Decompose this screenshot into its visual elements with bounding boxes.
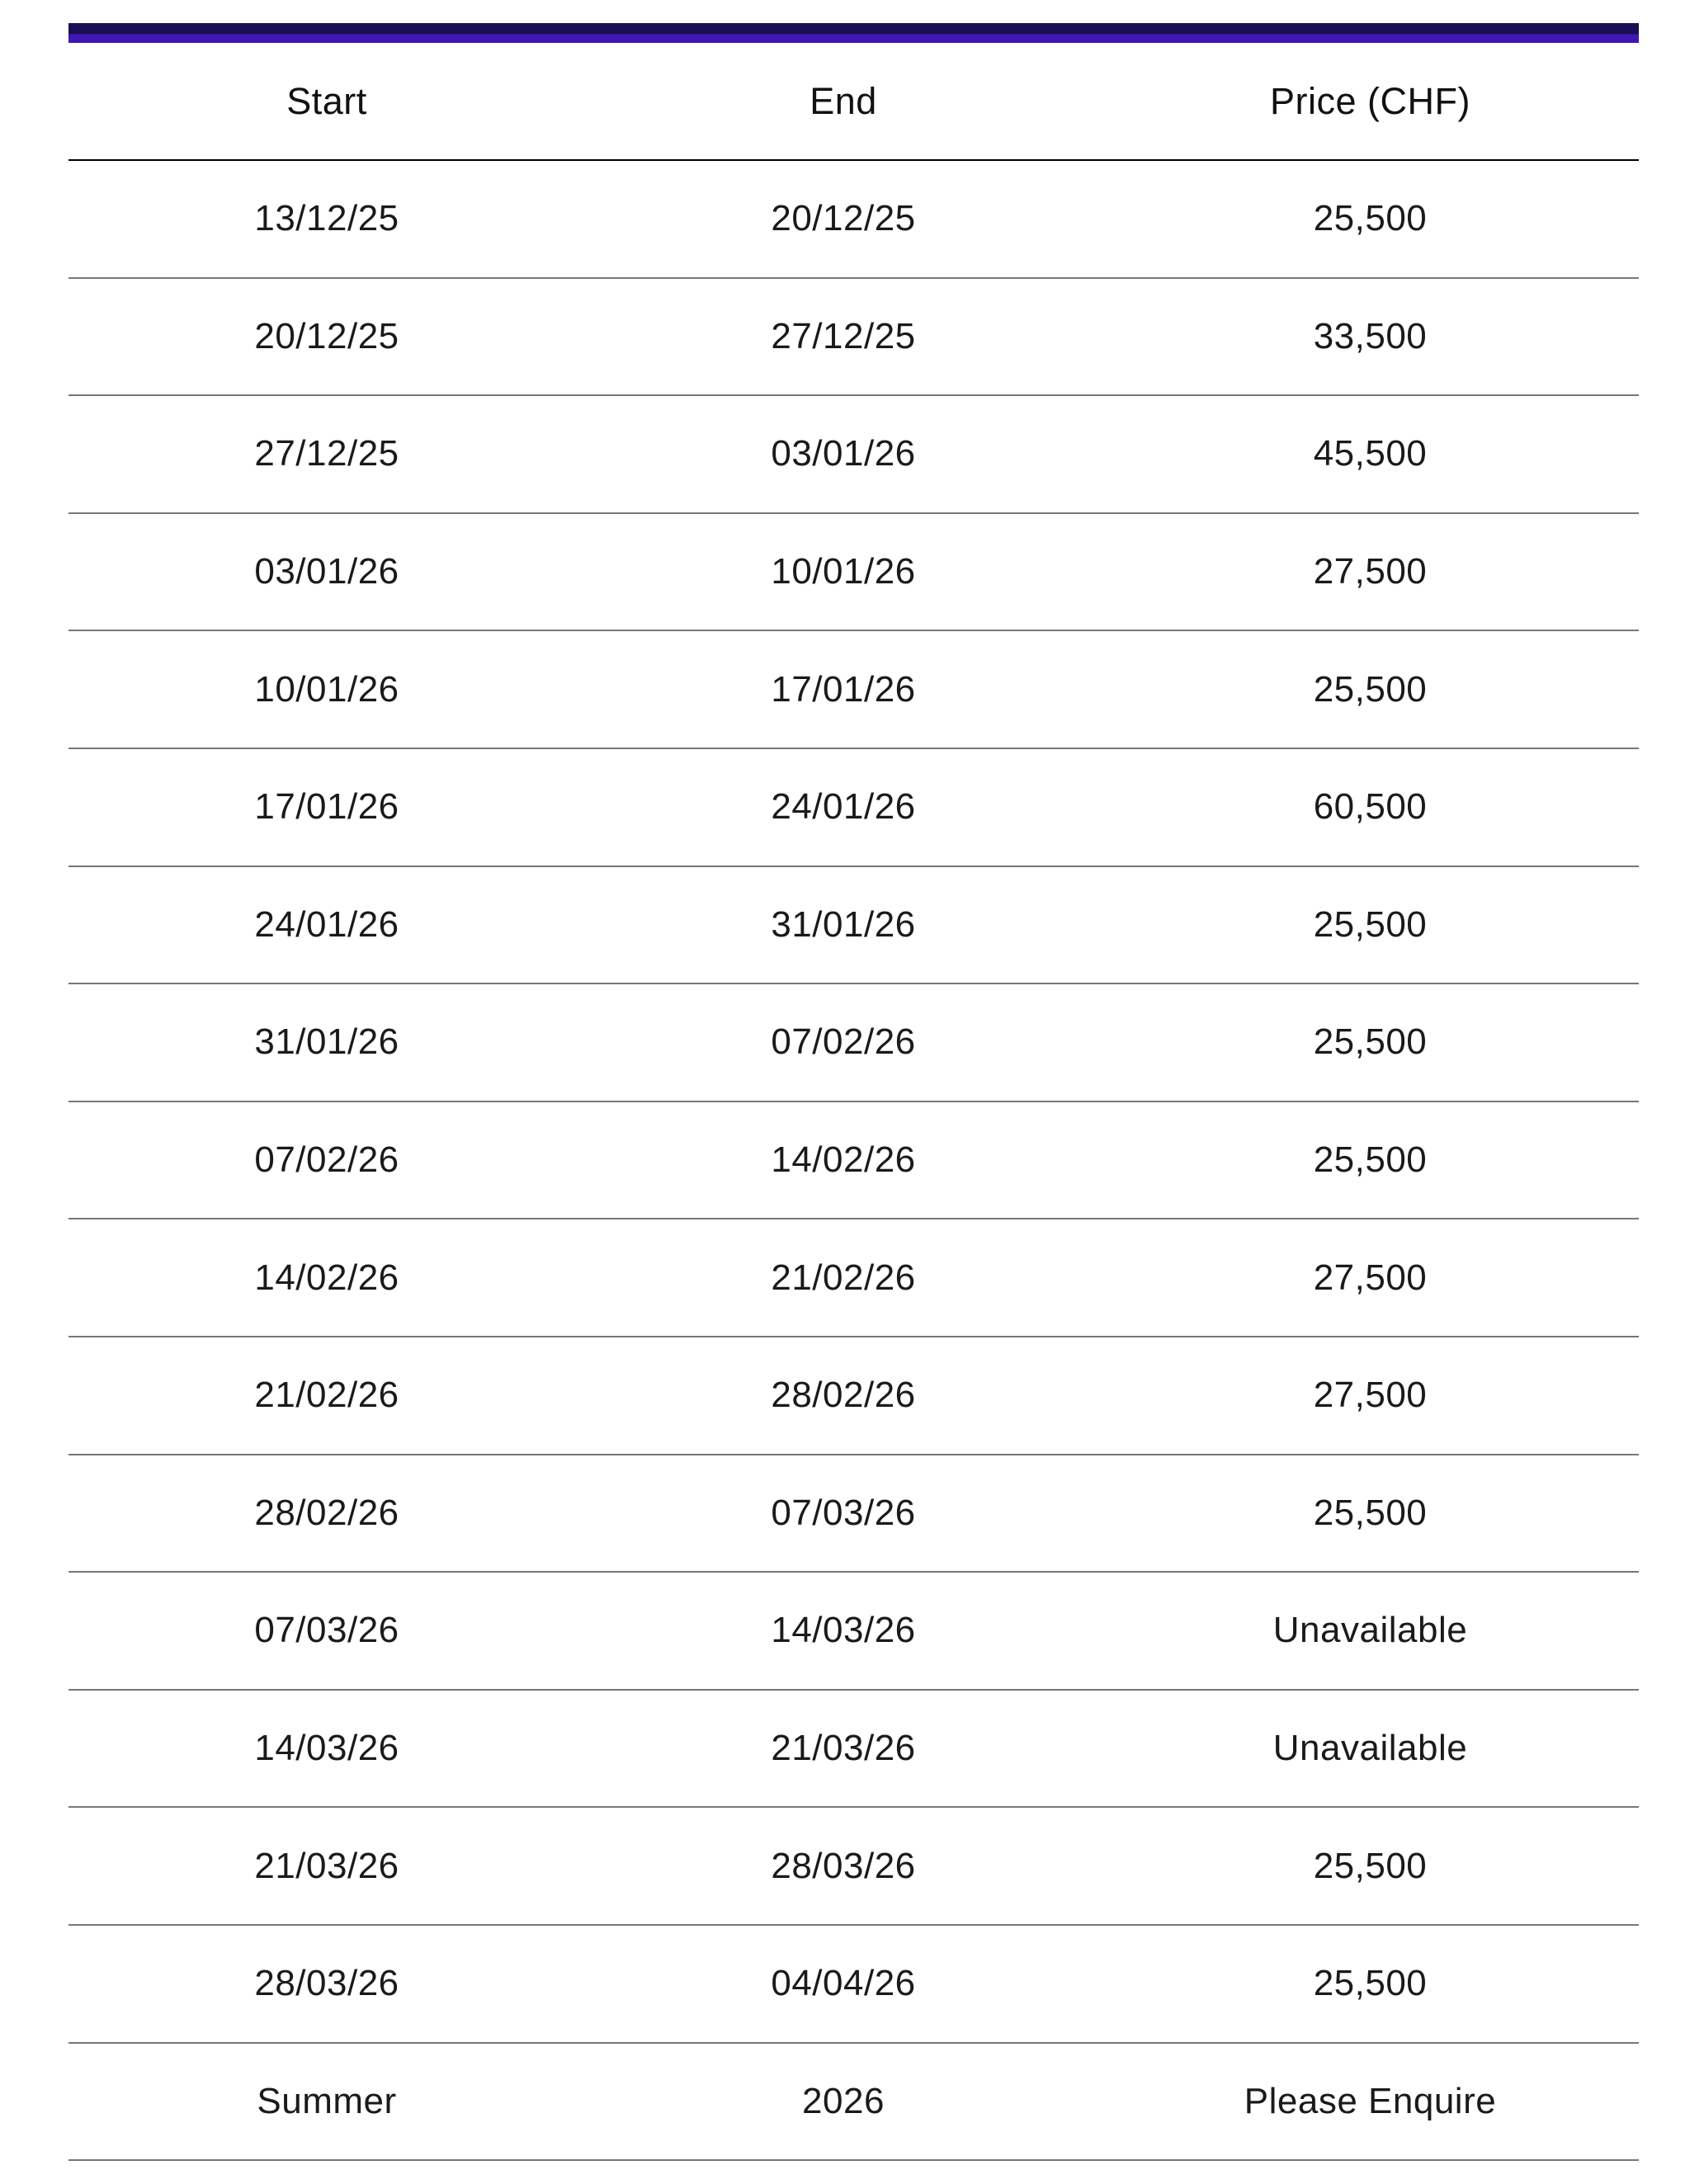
cell-end: 28/02/26 [771, 1375, 916, 1416]
cell-start: 03/01/26 [254, 551, 399, 592]
table-row [68, 1337, 1639, 1455]
cell-start: 13/12/25 [254, 198, 399, 239]
cell-end: 10/01/26 [771, 551, 916, 592]
cell-start: 21/03/26 [254, 1845, 399, 1886]
cell-end: 20/12/25 [771, 198, 916, 239]
cell-price: 60,500 [1313, 786, 1428, 828]
cell-price: 27,500 [1313, 1375, 1428, 1416]
cell-start: 27/12/25 [254, 433, 399, 474]
cell-price: 25,500 [1313, 1139, 1428, 1181]
table-row [68, 984, 1639, 1102]
cell-start: 14/02/26 [254, 1257, 399, 1298]
header-start: Start [286, 79, 367, 122]
table-row [68, 279, 1639, 397]
table-row [68, 1455, 1639, 1573]
cell-price: 25,500 [1313, 668, 1428, 710]
cell-price: Please Enquire [1244, 2080, 1497, 2121]
cell-price: 25,500 [1313, 1845, 1428, 1886]
table-row [68, 396, 1639, 514]
cell-end: 31/01/26 [771, 903, 916, 945]
cell-end: 24/01/26 [771, 786, 916, 828]
cell-price: 27,500 [1313, 551, 1428, 592]
cell-end: 04/04/26 [771, 1963, 916, 2004]
cell-start: 20/12/25 [254, 315, 399, 356]
cell-start: 17/01/26 [254, 786, 399, 828]
cell-end: 07/03/26 [771, 1492, 916, 1533]
table-header-row [68, 43, 1639, 161]
cell-end: 14/03/26 [771, 1610, 916, 1651]
cell-end: 27/12/25 [771, 315, 916, 356]
cell-start: 21/02/26 [254, 1375, 399, 1416]
table-row [68, 161, 1639, 279]
cell-end: 21/02/26 [771, 1257, 916, 1298]
table-row [68, 867, 1639, 985]
cell-end: 17/01/26 [771, 668, 916, 710]
cell-end: 03/01/26 [771, 433, 916, 474]
header-price: Price (CHF) [1270, 79, 1470, 122]
cell-end: 21/03/26 [771, 1728, 916, 1769]
cell-end: 07/02/26 [771, 1021, 916, 1063]
table-row [68, 631, 1639, 749]
cell-start: 07/02/26 [254, 1139, 399, 1181]
cell-price: Unavailable [1272, 1610, 1468, 1651]
cell-price: 25,500 [1313, 1492, 1428, 1533]
table-row [68, 2044, 1639, 2162]
table-row [68, 1691, 1639, 1809]
cell-price: 25,500 [1313, 1021, 1428, 1063]
cell-price: Unavailable [1272, 1728, 1468, 1769]
table-row [68, 749, 1639, 867]
cell-end: 14/02/26 [771, 1139, 916, 1181]
cell-price: 25,500 [1313, 1963, 1428, 2004]
cell-start: 24/01/26 [254, 903, 399, 945]
price-table [68, 43, 1639, 2161]
table-row [68, 1219, 1639, 1337]
cell-price: 33,500 [1313, 315, 1428, 356]
cell-end: 2026 [802, 2080, 885, 2121]
cell-start: 14/03/26 [254, 1728, 399, 1769]
table-row [68, 1808, 1639, 1926]
cell-start: 28/03/26 [254, 1963, 399, 2004]
cell-price: 25,500 [1313, 903, 1428, 945]
cell-price: 45,500 [1313, 433, 1428, 474]
top-accent-bar [68, 23, 1639, 43]
cell-start: Summer [257, 2080, 397, 2121]
cell-start: 28/02/26 [254, 1492, 399, 1533]
cell-start: 31/01/26 [254, 1021, 399, 1063]
cell-price: 25,500 [1313, 198, 1428, 239]
cell-price: 27,500 [1313, 1257, 1428, 1298]
table-row [68, 1926, 1639, 2044]
cell-start: 10/01/26 [254, 668, 399, 710]
table-row [68, 514, 1639, 632]
cell-end: 28/03/26 [771, 1845, 916, 1886]
table-row [68, 1102, 1639, 1220]
cell-start: 07/03/26 [254, 1610, 399, 1651]
table-row [68, 1573, 1639, 1691]
header-end: End [810, 79, 877, 122]
